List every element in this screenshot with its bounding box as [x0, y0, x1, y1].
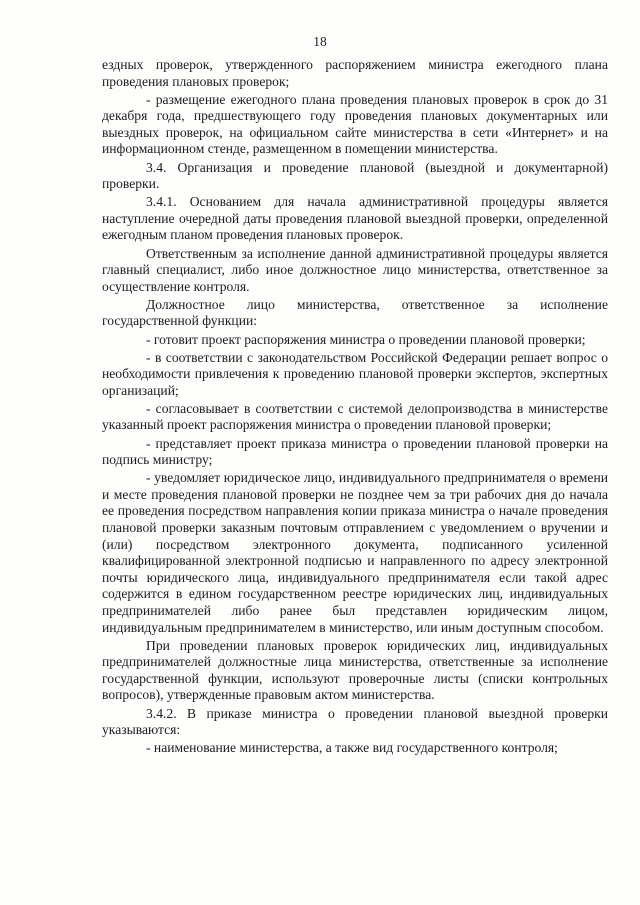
paragraph: При проведении плановых проверок юридических лиц, индивидуальных предпринимателей должностные лица министерства, ответственные за исполнение государственной функции, используют проверочные листы (списки контрольных вопросов), утвержденные правовым актом министерства. — [102, 637, 608, 703]
paragraph: - уведомляет юридическое лицо, индивидуального предпринимателя о времени и месте проведения плановой проверки не позднее чем за три рабочих дня до начала ее проведения посредством направления копии приказа министра о начале проведения плановой проверки заказным почтовым отправлением с уведомлением о вручении и (или) посредством электронного документа, подписанного усиленной квалифицированной электронной подписью и направленного по адресу электронной почты юридического лица, индивидуального предпринимателя если такой адрес содержится в едином государственном реестре юридических лиц, индивидуальных предпринимателей либо ранее был представлен юридическим лицом, индивидуальным предпринимателем в министерство, или иным доступным способом. — [102, 470, 608, 635]
paragraph: 3.4. Организация и проведение плановой (выездной и документарной) проверки. — [102, 159, 608, 192]
page-number: 18 — [313, 34, 327, 49]
paragraph: - наименование министерства, а также вид государственного контроля; — [146, 740, 558, 756]
paragraph: 3.4.2. В приказе министра о проведении плановой выездной проверки указываются: — [102, 705, 608, 738]
paragraph: - готовит проект распоряжения министра о проведении плановой проверки; — [146, 331, 586, 347]
paragraph: - в соответствии с законодательством Российской Федерации решает вопрос о необходимости привлечения к проведению плановой проверки экспертов, экспертных организаций; — [102, 349, 608, 398]
document-body — [102, 57, 608, 758]
paragraph: Должностное лицо министерства, ответственное за исполнение государственной функции: — [102, 296, 608, 329]
paragraph: Ответственным за исполнение данной административной процедуры является главный специалист, либо иное должностное лицо министерства, ответственное за осуществление контроля. — [102, 245, 608, 294]
paragraph: - представляет проект приказа министра о проведении плановой проверки на подпись министру; — [102, 435, 608, 468]
paragraph: - размещение ежегодного плана проведения плановых проверок в срок до 31 декабря года, предшествующего году проведения плановых документарных или выездных проверок, на официальном сайте министерства в сети «Интернет» и на информационном стенде, размещенном в помещении министерства. — [102, 91, 608, 157]
paragraph: - согласовывает в соответствии с системой делопроизводства в министерстве указанный проект распоряжения министра о проведении плановой проверки; — [102, 400, 608, 433]
paragraph: ездных проверок, утвержденного распоряжением министра ежегодного плана проведения плановых проверок; — [102, 57, 608, 89]
paragraph: 3.4.1. Основанием для начала административной процедуры является наступление очередной даты проведения плановой выездной проверки, определенной ежегодным планом проведения плановых проверок. — [102, 194, 608, 243]
